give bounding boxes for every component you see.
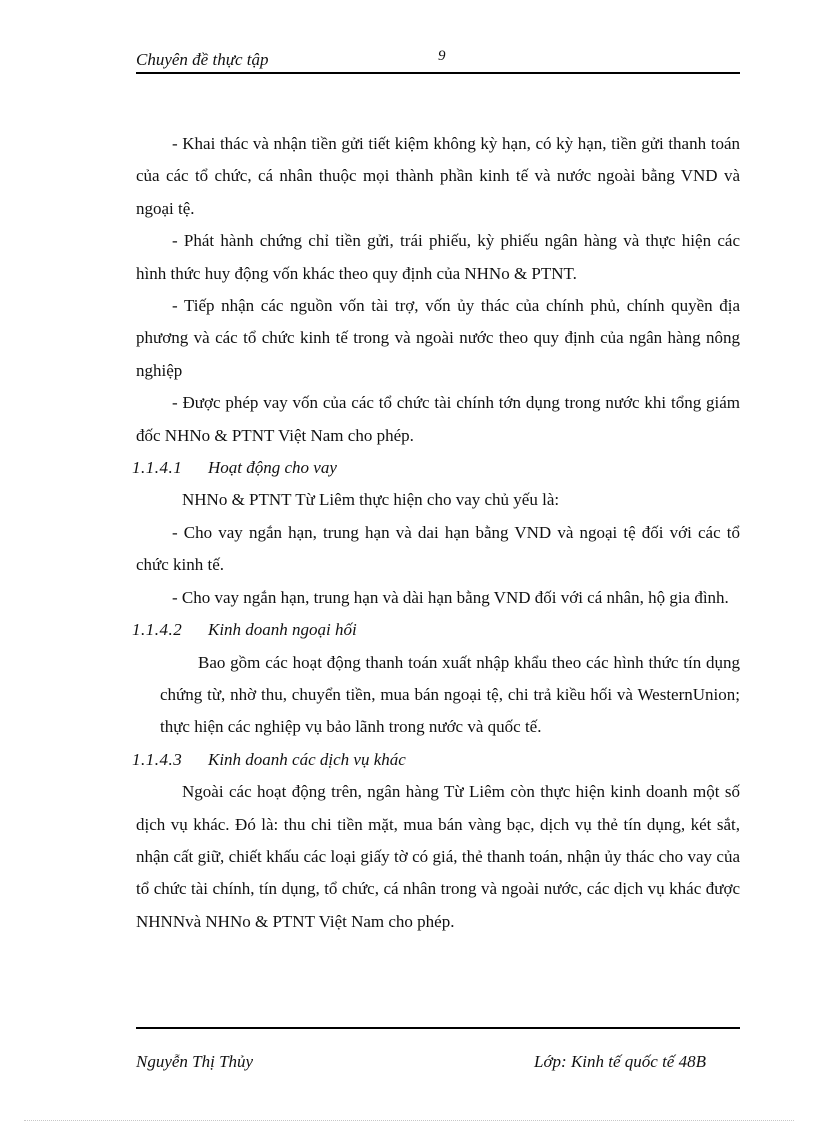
paragraph-lending-individuals: - Cho vay ngắn hạn, trung hạn và dài hạn bằng VND đối với cá nhân, hộ gia đình. bbox=[172, 587, 729, 607]
paragraph-deposits: - Khai thác và nhận tiền gửi tiết kiệm không kỳ hạn, có kỳ hạn, tiền gửi thanh toán của các tổ chức, cá nhân thuộc mọi thành phần kinh tế và nước ngoài bằng VND và ngoại tệ. bbox=[136, 134, 740, 218]
footer-class: Lớp: Kinh tế quốc tế 48B bbox=[534, 1052, 706, 1071]
paragraph-forex: Bao gồm các hoạt động thanh toán xuất nhập khẩu theo các hình thức tín dụng chứng từ, nhờ thu, chuyển tiền, mua bán ngoại tệ, chi trả kiều hối và WesternUnion; thực hiện các nghiệp vụ bảo lãnh trong nước và quốc tế. bbox=[160, 652, 740, 737]
section-heading-lending bbox=[132, 452, 740, 484]
paragraph-other-services: Ngoài các hoạt động trên, ngân hàng Từ Liêm còn thực hiện kinh doanh một số dịch vụ khác. Đó là: thu chi tiền mặt, mua bán vàng bạc, dịch vụ thẻ tín dụng, két sắt, nhận cất giữ, chiết khấu các loại giấy tờ có giá, thẻ thanh toán, nhận ủy thác cho vay của tổ chức tài chính, tín dụng, tổ chức, cá nhân trong và ngoài nước, các dịch vụ khác được NHNNvà NHNo & PTNT Việt Nam cho phép. bbox=[136, 782, 740, 931]
footer-author: Nguyễn Thị Thủy bbox=[136, 1052, 254, 1071]
paragraph-lending-intro: NHNo & PTNT Từ Liêm thực hiện cho vay chủ yếu là: bbox=[182, 490, 560, 510]
section-title: Kinh doanh ngoại hối bbox=[208, 620, 357, 640]
page-bottom-edge bbox=[24, 1120, 794, 1121]
document-body bbox=[132, 128, 740, 938]
section-number: 1.1.4.3 bbox=[132, 749, 183, 769]
section-number: 1.1.4.1 bbox=[132, 458, 183, 478]
section-title: Kinh doanh các dịch vụ khác bbox=[208, 749, 406, 769]
section-number: 1.1.4.2 bbox=[132, 620, 183, 640]
header-title: Chuyên đề thực tập bbox=[136, 50, 269, 69]
section-heading-forex bbox=[132, 614, 740, 646]
page-header bbox=[136, 46, 740, 74]
page-number: 9 bbox=[438, 48, 446, 64]
paragraph-lending-organizations: - Cho vay ngắn hạn, trung hạn và dai hạn bằng VND và ngoại tệ đối với các tổ chức kinh tế. bbox=[136, 522, 740, 575]
section-title: Hoạt động cho vay bbox=[208, 458, 337, 478]
paragraph-funding-sources: - Tiếp nhận các nguồn vốn tài trợ, vốn ủy thác của chính phủ, chính quyền địa phương và các tổ chức kinh tế trong và ngoài nước theo quy định của ngân hàng nông nghiệp bbox=[136, 296, 740, 380]
section-heading-other-services bbox=[132, 744, 740, 776]
paragraph-borrowing: - Được phép vay vốn của các tổ chức tài chính tớn dụng trong nước khi tổng giám đốc NHNo & PTNT Việt Nam cho phép. bbox=[136, 393, 740, 445]
footer-divider bbox=[136, 1027, 740, 1029]
paragraph-certificates: - Phát hành chứng chỉ tiền gửi, trái phiếu, kỳ phiếu ngân hàng và thực hiện các hình thức huy động vốn khác theo quy định của NHNo & PTNT. bbox=[136, 231, 740, 283]
